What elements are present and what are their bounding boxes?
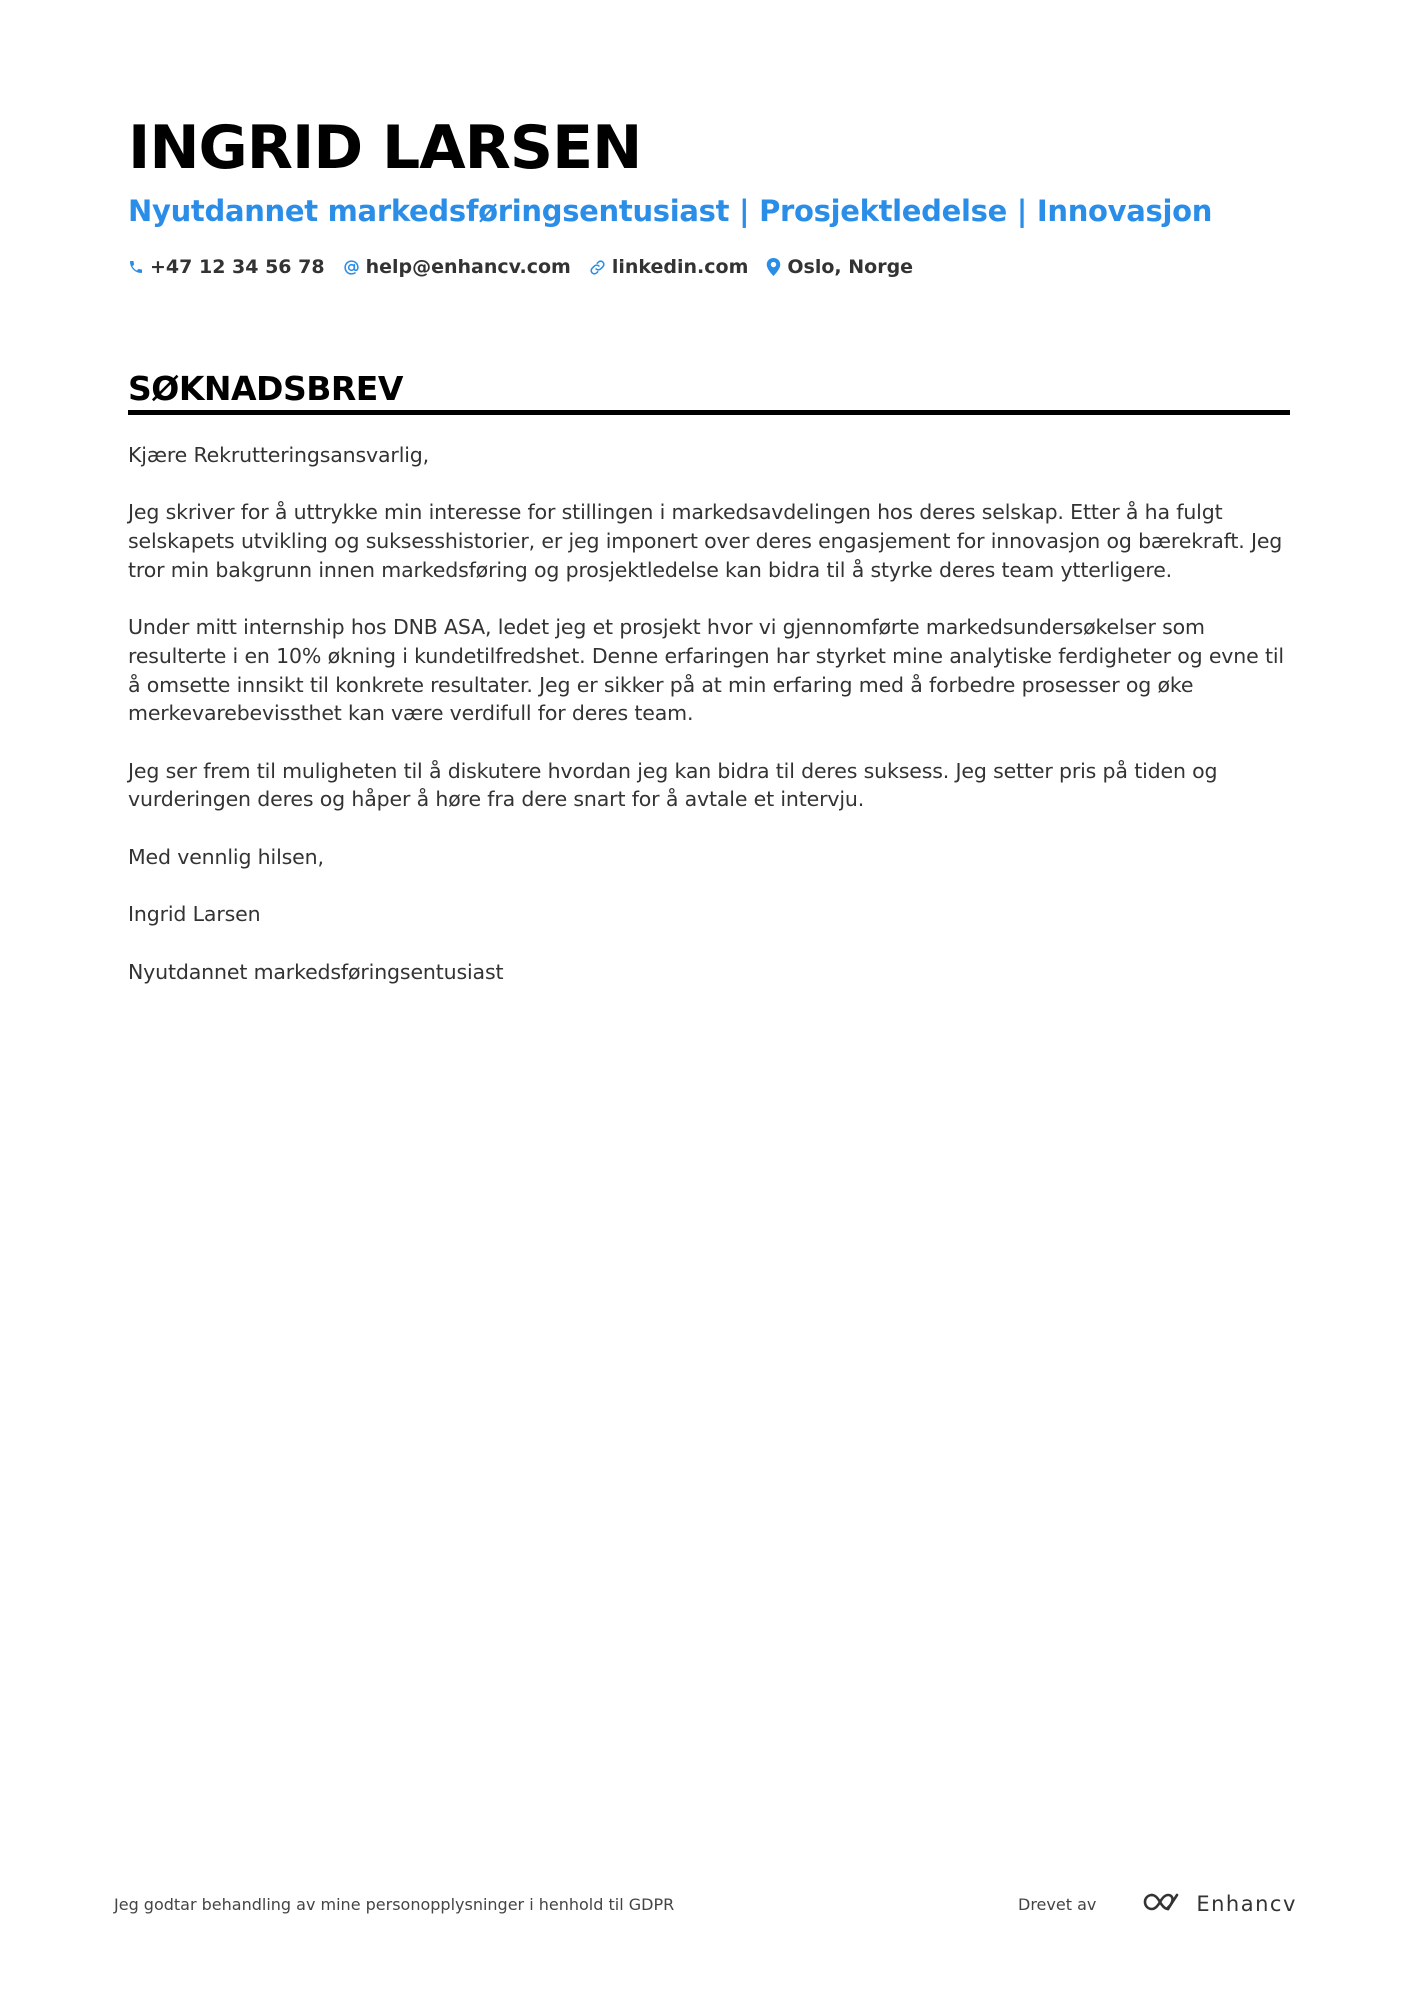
contact-linkedin[interactable] bbox=[589, 256, 749, 278]
enhancv-logo[interactable] bbox=[1140, 1890, 1297, 1919]
contact-info bbox=[128, 252, 913, 282]
letter-paragraph: Under mitt internship hos DNB ASA, ledet jeg et prosjekt hvor vi gjennomførte markedsundersøkelser som resulterte i en 10% økning i kundetilfredshet. Denne erfaringen har styrket mine analytiske ferdigheter og evne til å omsette innsikt til konkrete resultater. Jeg er sikker på at min erfaring med å forbedre prosesser og øke merkevarebevissthet kan være verdifull for deres team. bbox=[128, 615, 1284, 726]
powered-by[interactable] bbox=[1018, 1884, 1297, 1924]
at-icon bbox=[343, 259, 360, 276]
applicant-headline: Nyutdannet markedsføringsentusiast | Prosjektledelse | Innovasjon bbox=[128, 194, 1213, 228]
contact-email[interactable] bbox=[343, 256, 571, 278]
signature-name: Ingrid Larsen bbox=[128, 902, 261, 927]
letter-body bbox=[128, 441, 1290, 1015]
linkedin-url[interactable]: linkedin.com bbox=[611, 256, 749, 278]
letter-paragraph: Jeg ser frem til muligheten til å diskutere hvordan jeg kan bidra til deres suksess. Jeg setter pris på tiden og vurderingen deres og håper å høre fra dere snart for å avtale et intervju. bbox=[128, 758, 1218, 812]
phone-icon bbox=[128, 259, 144, 275]
link-icon bbox=[589, 259, 606, 276]
brand-name: Enhancv bbox=[1196, 1892, 1297, 1916]
infinity-logo-icon bbox=[1140, 1890, 1186, 1919]
applicant-name: INGRID LARSEN bbox=[128, 113, 642, 183]
location-pin-icon bbox=[766, 258, 781, 276]
location-text: Oslo, Norge bbox=[787, 256, 914, 278]
contact-location bbox=[766, 256, 913, 278]
gdpr-consent-text: Jeg godtar behandling av mine personopplysninger i henhold til GDPR bbox=[114, 1895, 675, 1914]
section-divider bbox=[128, 410, 1290, 415]
contact-phone bbox=[128, 256, 325, 278]
letter-greeting: Kjære Rekrutteringsansvarlig, bbox=[128, 443, 430, 467]
section-title: SØKNADSBREV bbox=[128, 369, 403, 408]
phone-number: +47 12 34 56 78 bbox=[150, 256, 325, 278]
email-address[interactable]: help@enhancv.com bbox=[365, 256, 571, 278]
letter-closing: Med vennlig hilsen, bbox=[128, 844, 324, 869]
letter-paragraph: Jeg skriver for å uttrykke min interesse for stillingen i markedsavdelingen hos deres selskap. Etter å ha fulgt selskapets utvikling og suksesshistorier, er jeg imponert over deres engasjement for innovasjon og bærekraft. Jeg tror min bakgrunn innen markedsføring og prosjektledelse kan bidra til å styrke deres team ytterligere. bbox=[128, 500, 1283, 582]
powered-by-label: Drevet av bbox=[1018, 1894, 1097, 1914]
signature-title: Nyutdannet markedsføringsentusiast bbox=[128, 959, 504, 984]
